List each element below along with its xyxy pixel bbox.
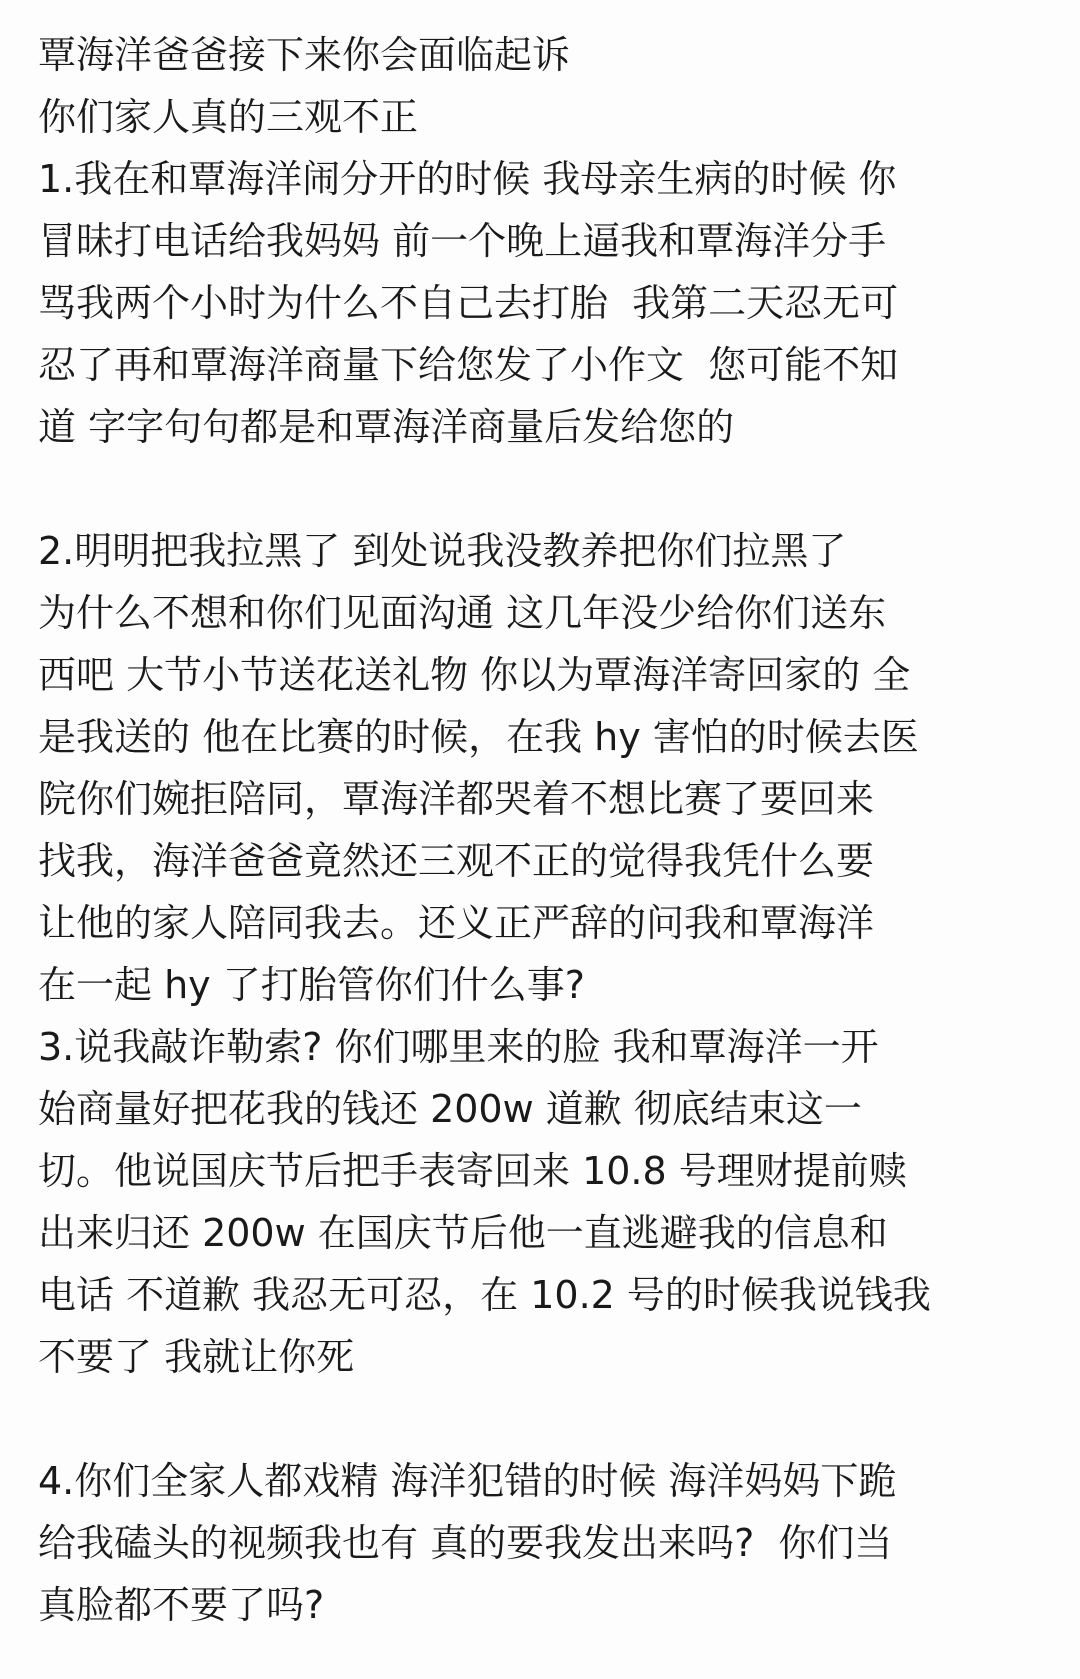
text-line: 4.你们全家人都戏精 海洋犯错的时候 海洋妈妈下跪 <box>38 1459 897 1503</box>
paragraph-gap <box>38 458 1048 520</box>
text-line: 院你们婉拒陪同，覃海洋都哭着不想比赛了要回来 <box>38 777 875 821</box>
text-line: 西吧 大节小节送花送礼物 你以为覃海洋寄回家的 全 <box>38 653 911 697</box>
text-line: 覃海洋爸爸接下来你会面临起诉 <box>38 33 571 77</box>
text-line: 是我送的 他在比赛的时候，在我 hy 害怕的时候去医 <box>38 715 919 759</box>
text-line: 1.我在和覃海洋闹分开的时候 我母亲生病的时候 你 <box>38 157 897 201</box>
text-line: 你们家人真的三观不正 <box>38 95 419 139</box>
text-line: 骂我两个小时为什么不自己去打胎 我第二天忍无可 <box>38 281 899 325</box>
text-line: 电话 不道歉 我忍无可忍，在 10.2 号的时候我说钱我 <box>38 1273 931 1317</box>
text-line: 在一起 hy 了打胎管你们什么事? <box>38 963 585 1007</box>
text-line: 不要了 我就让你死 <box>38 1335 355 1379</box>
text-line: 为什么不想和你们见面沟通 这几年没少给你们送东 <box>38 591 887 635</box>
text-line: 忍了再和覃海洋商量下给您发了小作文 您可能不知 <box>38 343 899 387</box>
text-line: 切。他说国庆节后把手表寄回来 10.8 号理财提前赎 <box>38 1149 907 1193</box>
text-line: 3.说我敲诈勒索? 你们哪里来的脸 我和覃海洋一开 <box>38 1025 879 1069</box>
post-text <box>38 24 1048 1636</box>
text-line: 道 字字句句都是和覃海洋商量后发给您的 <box>38 405 735 449</box>
text-line: 冒昧打电话给我妈妈 前一个晚上逼我和覃海洋分手 <box>38 219 887 263</box>
text-line: 出来归还 200w 在国庆节后他一直逃避我的信息和 <box>38 1211 888 1255</box>
text-line: 给我磕头的视频我也有 真的要我发出来吗? 你们当 <box>38 1521 893 1565</box>
text-line: 2.明明把我拉黑了 到处说我没教养把你们拉黑了 <box>38 529 847 573</box>
paragraph-gap <box>38 1388 1048 1450</box>
text-line: 始商量好把花我的钱还 200w 道歉 彻底结束这一 <box>38 1087 862 1131</box>
text-line: 找我，海洋爸爸竟然还三观不正的觉得我凭什么要 <box>38 839 875 883</box>
text-line: 真脸都不要了吗? <box>38 1583 325 1627</box>
text-line: 让他的家人陪同我去。还义正严辞的问我和覃海洋 <box>38 901 875 945</box>
